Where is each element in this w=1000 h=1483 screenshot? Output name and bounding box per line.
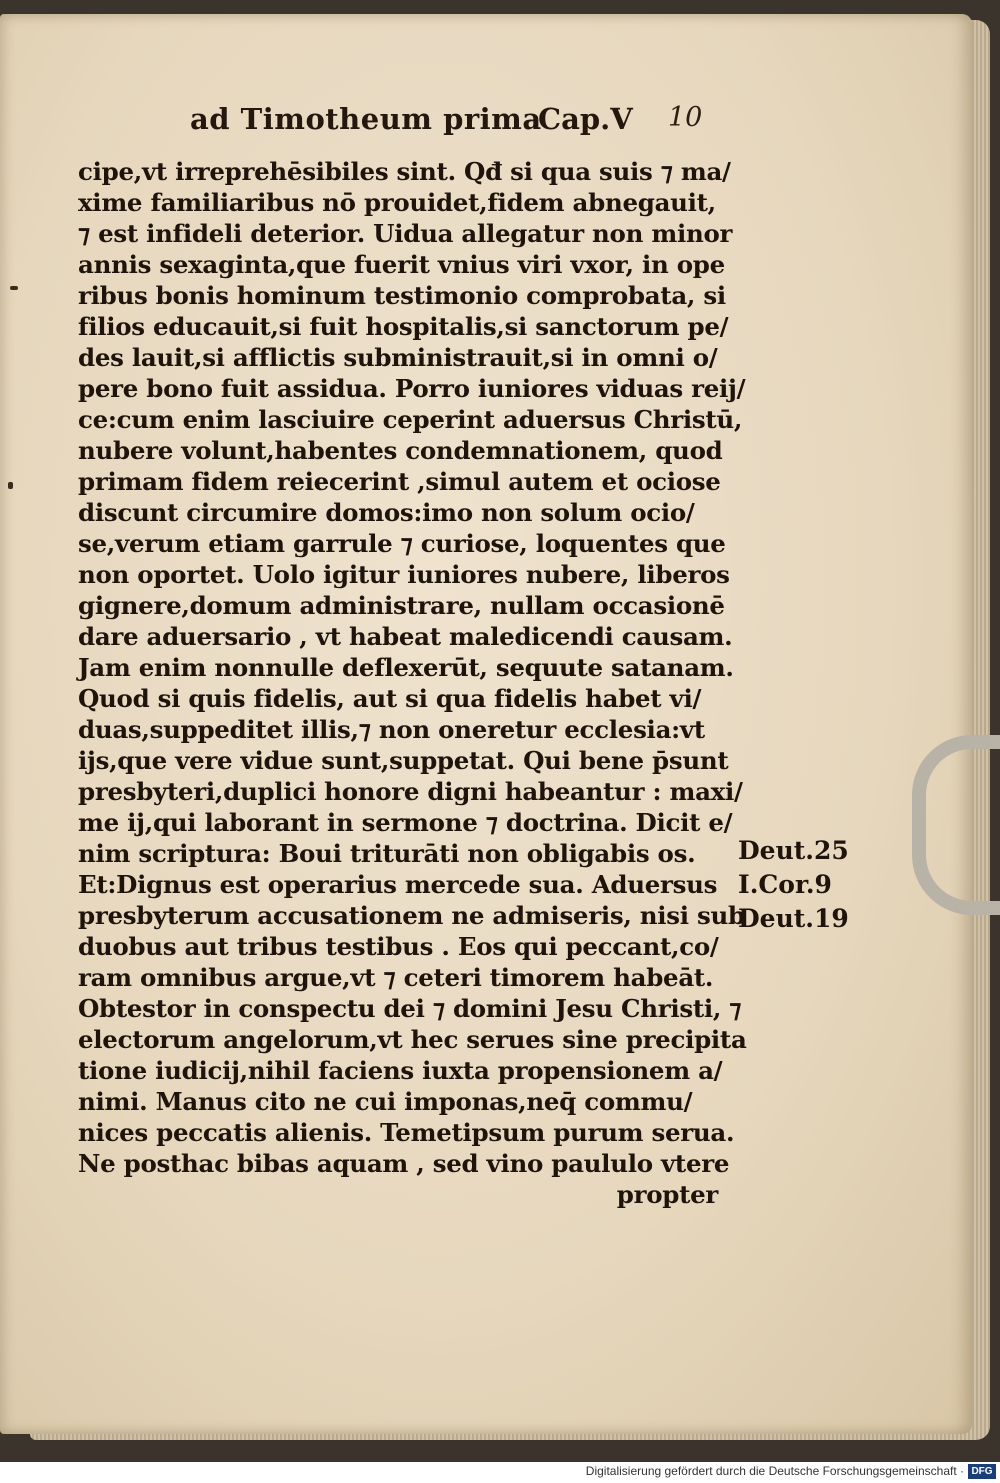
text-line: ce:cum enim lasciuire ceperint aduersus Christū, [78,405,743,434]
text-line: electorum angelorum,vt hec serues sine precipita [78,1025,747,1054]
text-line: nubere volunt,habentes condemnationem, quod [78,436,723,465]
text-line: ribus bonis hominum testimonio comprobata, si [78,281,726,310]
text-line: nices peccatis alienis. Temetipsum purum serua. [78,1118,735,1147]
text-line: cipe,vt irreprehēsibiles sint. Qđ si qua suis ⁊ ma/ [78,157,731,186]
text-line: ram omnibus argue,vt ⁊ ceteri timorem habeāt. [78,963,714,992]
text-line: dare aduersario , vt habeat maledicendi causam. [78,622,733,651]
margin-note: Deut.19 [738,904,849,933]
text-line: des lauit,si afflictis subministrauit,si in omni o/ [78,343,718,372]
text-line: presbyteri,duplici honore digni habeantur : maxi/ [78,777,743,806]
margin-mark [8,482,13,489]
text-line: gignere,domum administrare, nullam occasionē [78,591,725,620]
text-line: filios educauit,si fuit hospitalis,si sanctorum pe/ [78,312,729,341]
margin-note: I.Cor.9 [738,870,832,899]
text-line: duobus aut tribus testibus . Eos qui peccant,co/ [78,932,719,961]
text-line: presbyterum accusationem ne admiseris, nisi sub [78,901,745,930]
chapter-label: Cap.V [538,102,633,136]
text-line: primam fidem reiecerint ,simul autem et ociose [78,467,721,496]
margin-notes [738,834,868,936]
margin-mark [10,286,18,290]
text-line: nim scriptura: Boui triturāti non obligabis os. [78,839,696,868]
dfg-logo: DFG [968,1464,996,1479]
text-line: ijs,que vere vidue sunt,suppetat. Qui bene p̄sunt [78,746,729,775]
folio-number: 10 [668,102,703,133]
text-line: Ne posthac bibas aquam , sed vino paululo vtere [78,1149,730,1178]
text-line: Quod si quis fidelis, aut si qua fidelis habet vi/ [78,684,702,713]
catchword: propter [616,1180,718,1209]
text-line: xime familiaribus nō prouidet,fidem abnegauit, [78,188,716,217]
page-header [190,102,720,142]
body-text [78,156,747,1210]
margin-note: Deut.25 [738,836,849,865]
text-line: se,verum etiam garrule ⁊ curiose, loquentes que [78,529,726,558]
text-line: pere bono fuit assidua. Porro iuniores viduas reij/ [78,374,746,403]
text-line: duas,suppeditet illis,⁊ non oneretur ecclesia:vt [78,715,705,744]
text-line: Et:Dignus est operarius mercede sua. Aduersus [78,870,718,899]
text-line: me ij,qui laborant in sermone ⁊ doctrina. Dicit e/ [78,808,733,837]
funding-credit: Digitalisierung gefördert durch die Deutsche Forschungsgemeinschaft · [585,1464,964,1478]
text-line: non oportet. Uolo igitur iuniores nubere, liberos [78,560,730,589]
book-page [0,14,972,1434]
text-line: nimi. Manus cito ne cui imponas,neq̄ commu/ [78,1087,693,1116]
text-line: Obtestor in conspectu dei ⁊ domini Jesu Christi, ⁊ [78,994,742,1023]
text-line: Jam enim nonnulle deflexerūt, sequute satanam. [78,653,734,682]
text-line: tione iudicij,nihil faciens iuxta propensionem a/ [78,1056,723,1085]
text-line: ⁊ est infideli deterior. Uidua allegatur non minor [78,219,733,248]
footer-bar [0,1462,1000,1483]
text-line: annis sexaginta,que fuerit vnius viri vxor, in ope [78,250,725,279]
running-head: ad Timotheum prima [190,102,542,136]
book-clasp [912,735,1000,915]
text-line: discunt circumire domos:imo non solum ocio/ [78,498,695,527]
